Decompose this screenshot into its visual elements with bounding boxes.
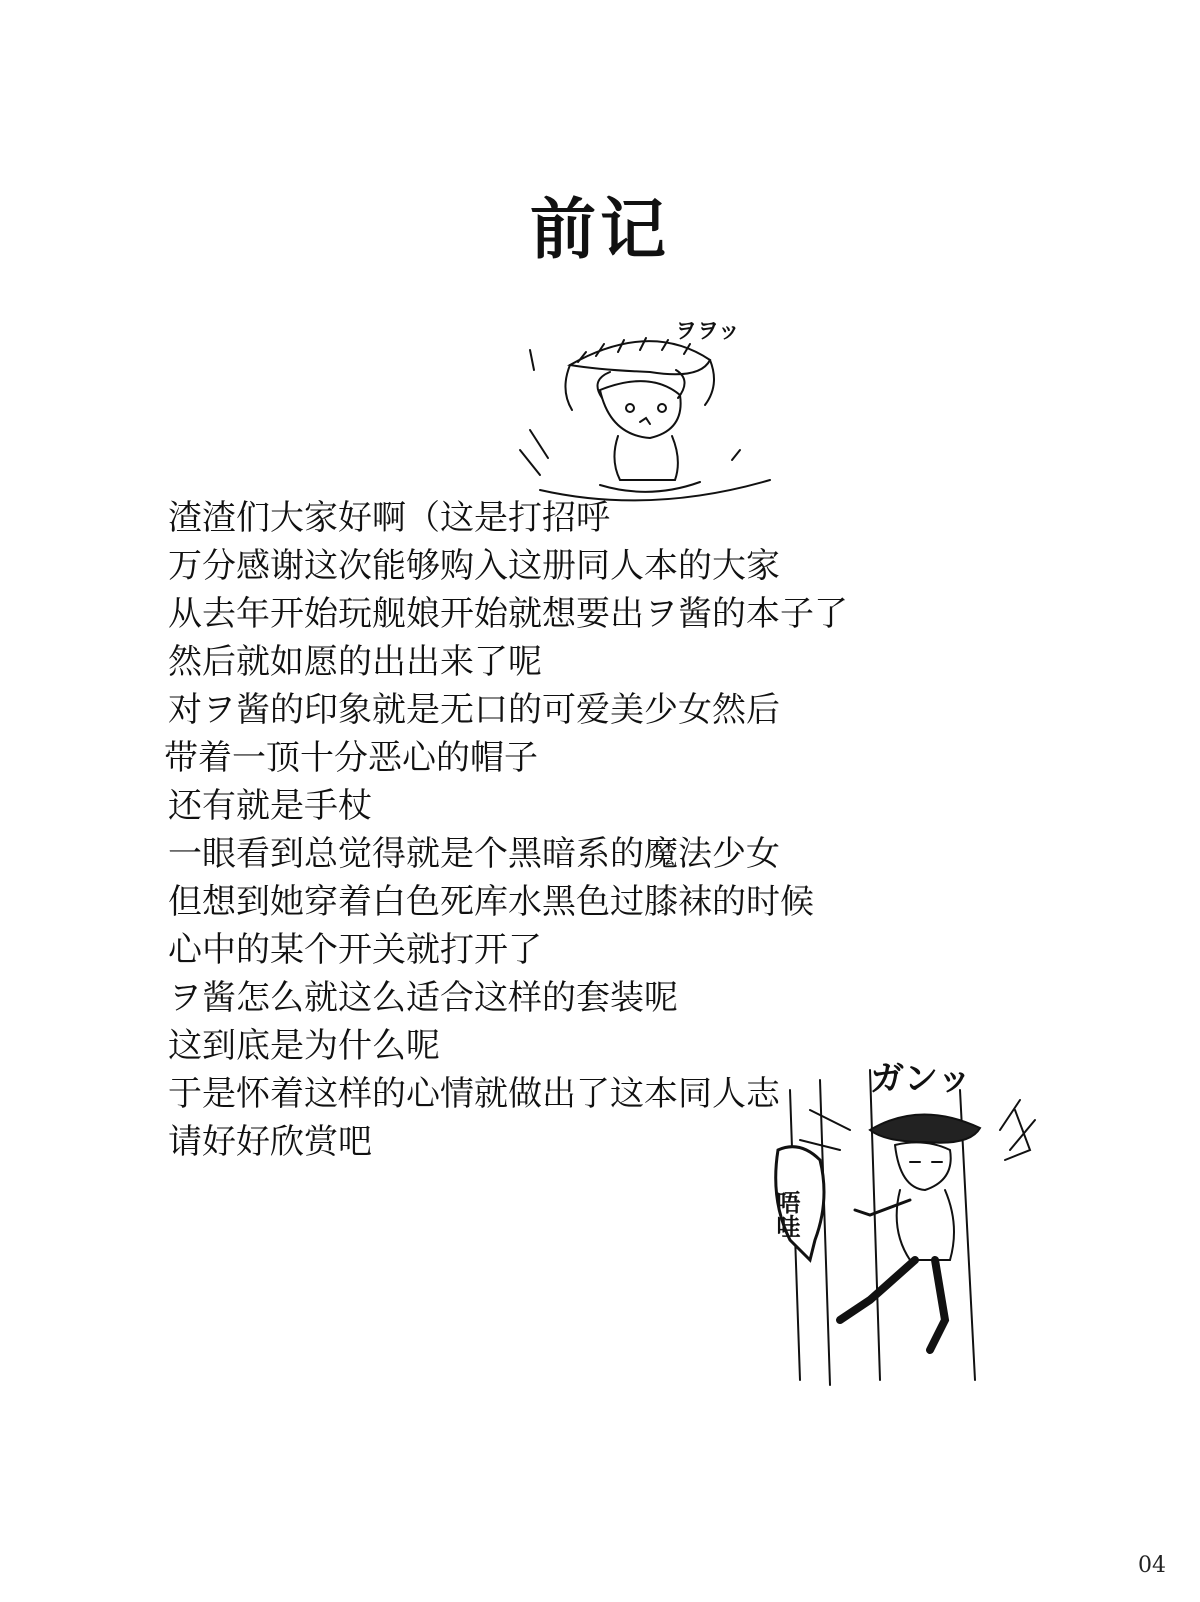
body-line: 从去年开始玩舰娘开始就想要出ヲ酱的本子了 (168, 594, 848, 634)
sfx-text: ガンッ (870, 1059, 972, 1099)
body-line: ヲ酱怎么就这么适合这样的套装呢 (168, 978, 678, 1018)
body-line: 然后就如愿的出出来了呢 (168, 642, 542, 682)
body-line: 对ヲ酱的印象就是无口的可爱美少女然后 (168, 690, 780, 730)
body-line: 一眼看到总觉得就是个黑暗系的魔法少女 (168, 834, 780, 874)
page-title: 前记 (530, 191, 670, 268)
chibi-girl-kicking-door-sketch-icon (760, 1050, 1060, 1390)
speech-text: 唔哇 (772, 1190, 800, 1238)
body-line: 万分感谢这次能够购入这册同人本的大家 (168, 546, 780, 586)
body-line: 渣渣们大家好啊（这是打招呼 (168, 498, 610, 538)
body-line: 心中的某个开关就打开了 (168, 930, 542, 970)
body-line: 请好好欣赏吧 (168, 1122, 372, 1162)
body-line: 这到底是为什么呢 (168, 1026, 440, 1066)
sfx-text: ヲヲッ (675, 319, 740, 344)
body-line: 于是怀着这样的心情就做出了这本同人志 (168, 1074, 780, 1114)
body-line: 还有就是手杖 (168, 786, 372, 826)
page-number: 04 (1138, 1553, 1166, 1578)
body-line: 但想到她穿着白色死库水黑色过膝袜的时候 (168, 882, 814, 922)
chibi-girl-holding-hat-sketch-icon (500, 310, 800, 510)
body-line: 带着一顶十分恶心的帽子 (164, 738, 538, 778)
